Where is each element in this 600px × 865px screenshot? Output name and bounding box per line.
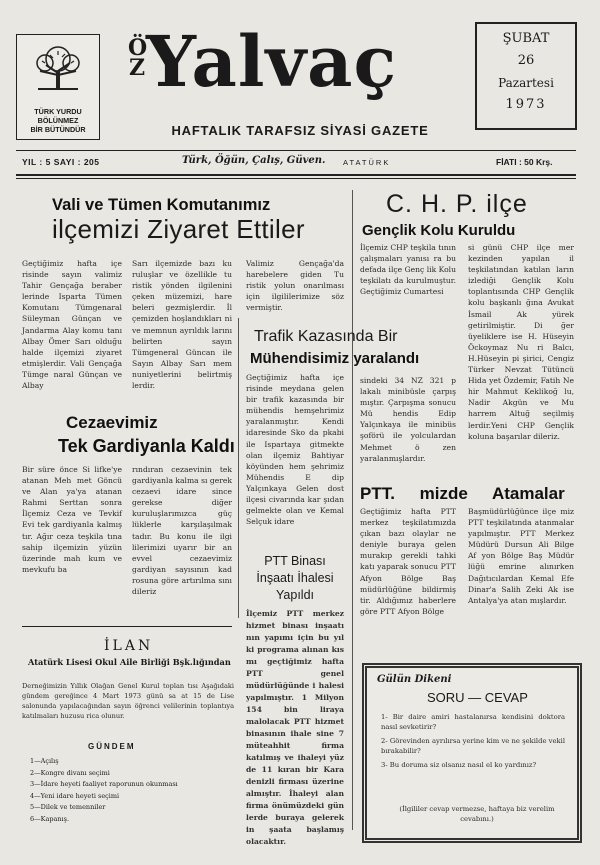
question-item: 3- Bu doruma siz olsanız nasıl el ko yardınız? xyxy=(381,761,537,769)
column-divider xyxy=(238,318,239,618)
price: FİATI : 50 Krş. xyxy=(496,157,553,167)
agenda-item: 3—İdare heyeti faaliyet raporunun okunması xyxy=(30,780,178,788)
newspaper-name: Yalvaç xyxy=(146,20,398,103)
vali-col-1 xyxy=(22,258,122,391)
ptt-bina-headline xyxy=(246,553,344,604)
emblem-caption-line: BİR BÜTÜNDÜR xyxy=(30,125,86,134)
emblem-caption xyxy=(17,107,99,134)
emblem-caption-line: BÖLÜNMEZ xyxy=(37,116,79,125)
soru-cevap-box xyxy=(362,663,582,843)
vali-text: Geçtiğimiz hafta içe risinde sayın valimiz Tahir Gençağa beraber lerinde Isparta Tümen Komutanı Tümgenaral Süleyman Günçan ve Jandarma Alay komu tanı Albay Ömer Sarı olduğu halde ilçemizi ziyaret etmişlerdir. Vali Gençağa Tümge naral Günçan ve Albay xyxy=(22,259,122,391)
ptt-bina-headline-line: Yapıldı xyxy=(276,588,314,602)
ilan-subtitle: Atatürk Lisesi Okul Aile Birliği Bşk.lığından xyxy=(28,657,231,667)
newspaper-subtitle: HAFTALIK TARAFSIZ SİYASİ GAZETE xyxy=(171,123,429,138)
soru-cevap-title: SORU — CEVAP xyxy=(427,690,528,705)
cezaevi-text: rındıran cezaevinin tek gardiyanla kalma sı gerek cezaevi idare since gerekse diğer kuruluşlarımızca güç lüklerle karşılaşılmak tadır. Bu konu ile ilgi lilerimizi uyarır bir an evvel cezaevimiz gardiyan sayısının kad rosuna göre artırılma sını dileriz xyxy=(132,465,232,597)
ilan-body xyxy=(22,681,234,721)
emblem-caption-line: TÜRK YURDU xyxy=(34,107,82,116)
chp-headline-1: C. H. P. ilçe xyxy=(386,190,528,218)
trafik-text: Geçtiğimiz hafta içe risinde meydana gelen bir trafik kazasında bir mühendis hemşehrimiz yaralanmıştır. Kendi idaresinde Sko da pkabi ile Ispartaya gitmekte olan ilçemiz Bahtiyar köyünden hem şehrimiz Mühendis E dip Yalçınkaya Gelen dost ilçesi civarında kar şıdan gelmekte olan ve Kemal Selçuk idare xyxy=(246,373,344,527)
agenda-list xyxy=(30,756,178,825)
gulun-dikeni-label: Gülün Dikeni xyxy=(377,674,452,685)
ptt-atama-headline: PTT. mizde Atamalar xyxy=(360,484,565,503)
motto: Türk, Öğün, Çalış, Güven. xyxy=(182,155,326,166)
trafik-headline-1: Trafik Kazasında Bir xyxy=(254,328,398,345)
cezaevi-col-1 xyxy=(22,464,122,575)
chp-headline-2: Gençlik Kolu Kuruldu xyxy=(362,222,516,239)
year-issue: YIL : 5 SAYI : 205 xyxy=(22,157,100,167)
cezaevi-headline-2: Tek Gardiyanla Kaldı xyxy=(58,436,235,456)
ptt-bina-text: İlçemiz PTT merkez hizmet binası inşaatı nın yapımı için bu yıl ki programa alınan kıs mı geçtiğimiz hafta PTT genel müdürlüğünde i halesi yapılmıştır. 1 Milyon 154 bin liraya malolacak PTT hizmet binasının ihale sine 7 müteahhit firma katılmış ve ihaleyi yüz de 11 kıran bir Kara denizli firması üzerine almıştır. İhaleyi alan firma önümüzdeki gün lerde buraya gelerek in şaata başlamış olacaktır. xyxy=(246,609,344,846)
vali-text: Sarı ilçemizde bazı ku ruluşlar ve özellikle tu ristik yönden ilgilenini çeken müzemizi, hare beleri gezmişlerdir. İl çemizden hoşlandıkları ni ve memnun ayrıldık larını belirten sayın Tümgeneral Güncan ile Sayın Albay Sarı mem nuniyetlerini belirtmiş lerdir. xyxy=(132,259,232,391)
chp-col-2 xyxy=(468,242,574,442)
title-prefix: ÖZ xyxy=(128,35,148,81)
ilan-rule xyxy=(22,626,232,627)
ptt-bina-body xyxy=(246,608,344,848)
vali-text: Valimiz Gençağa'da harebelere giden Tu ristik yolun onarılması için ilgililerimize söz vermiştir. xyxy=(246,259,344,313)
agenda-item: 5—Dilek ve temenniler xyxy=(30,803,106,811)
vali-headline-1: Vali ve Tümen Komutanımız xyxy=(52,196,271,214)
date-weekday: Pazartesi xyxy=(498,76,554,90)
masthead-title xyxy=(124,18,464,118)
chp-col-1 xyxy=(360,242,456,297)
question-item: 2- Görevinden ayrılırsa yerine kim ve ne şekilde vekil bırakabilir? xyxy=(381,737,565,755)
ptt-atama-text: Geçtiğimiz hafta PTT merkez teşkilatımızda çıkan bazı olaylar ne deniyle buraya gelen murakıp gerekli tahki katı yaparak sonucu PTT Afyon Bölge Baş müdürlüğüne bildirmiş tir. Aldığımız haberlere göre PTT Afyon Bölge xyxy=(360,507,456,616)
info-rule xyxy=(16,174,576,176)
ilan-text: Derneğimizin Yıllık Olağan Genel Kurul toplan tısı Aşağıdaki gündem gereğince 4 Mart 1973 günü sa at 15 de Lise salonunda yapılacağından sayın öğrenci velilerinin toplantıya katılmaları huzusu rica olunur. xyxy=(22,682,234,720)
column-divider xyxy=(352,190,353,830)
cezaevi-col-2 xyxy=(132,464,232,597)
tree-emblem-icon xyxy=(28,41,88,93)
agenda-item: 4—Yeni idare heyeti seçimi xyxy=(30,791,120,800)
trafik-headline-2: Mühendisimiz yaralandı xyxy=(250,350,420,367)
date-day: 26 xyxy=(517,53,535,68)
emblem-box xyxy=(16,34,100,140)
ptt-atama-text: Başmüdürlüğünce ilçe miz PTT teşkilatında atanmalar yapılmıştır. PTT Merkez Müdürü Dursun Ali Bilge Af yon Bölge Baş Müdür lüğü emrine alınırken Dağıtıcılardan Kemal Efe Dinar'a Salih Zeki Ak ise Antalya'ya atan mışlardır. xyxy=(468,507,574,605)
agenda-title: GÜNDEM xyxy=(88,742,136,751)
vali-headline-2: ilçemizi Ziyaret Ettiler xyxy=(52,214,305,244)
info-rule-thin xyxy=(16,178,576,179)
trafik-col-1 xyxy=(246,372,344,527)
cezaevi-headline-1: Cezaevimiz xyxy=(66,413,158,432)
date-year: 1973 xyxy=(505,97,547,112)
question-item: 1- Bir daire amiri hastalanırsa kendisini doktora nasıl sevketirir? xyxy=(381,713,565,731)
top-rule xyxy=(16,150,576,151)
soru-cevap-items xyxy=(381,712,565,770)
date-month: ŞUBAT xyxy=(502,31,550,46)
ptt-bina-headline-line: İnşaatı İhalesi xyxy=(256,571,334,585)
agenda-item: 2—Kongre divanı seçimi xyxy=(30,768,110,777)
ptt-atama-col-1 xyxy=(360,506,456,617)
trafik-text: sindeki 34 NZ 321 p lakalı minibüsle çarpış mıştır. Çarpışma sonucu Mü hendis Edip Yalçınkaya ile minibüs şoförü ile yolculardan Mehmet ö zen yaralanmışlardır. xyxy=(360,376,456,463)
agenda-item: 1—Açılış xyxy=(30,757,59,765)
ilan-title: İLAN xyxy=(104,638,154,654)
agenda-item: 6—Kapanış. xyxy=(30,814,70,823)
date-box xyxy=(475,22,577,130)
motto-author: ATATÜRK xyxy=(343,158,391,167)
chp-text: si günü CHP ilçe mer kezinden yapılan il teşkilatından katılan ların izlediği Gençlik Kolu toplantısında CHP Gençlik kolu başkanlı ğına Avukat İsmail Ak yürek getirilmiştir. Di ğer üyeliklere ise H. Hüseyin Öckoymaz Nu ri Balcı, H.Hüseyin pi şirici, Cengiz Türker Nevzat Tütüncü Hida yet Özdemir, Fatih Ne hir Mahmut Keklikoğ lu, Nadir Akgün ve Mu harrem Altuğ seçilmiş lerdir.Yeni CHP Gençlik koluna başarılar dileriz. xyxy=(468,243,574,441)
soru-cevap-footer: (İlgililer cevap vermezse, haftaya biz verelim cevabını.) xyxy=(399,805,555,823)
cezaevi-text: Bir süre önce Si lifke'ye atanan Meh met Göncü ve Alan ya'ya atanan Rahmi Serttan sonra İlçemiz Ceza ve Tevkif Evi tek gardiyanla kalmış tır. Ağır ceza teşkila tına sahip ilçemizin yüzün üzerinde mah kum ve mevkufu ba xyxy=(22,465,122,574)
vali-col-3 xyxy=(246,258,344,313)
vali-col-2 xyxy=(132,258,232,391)
trafik-col-2 xyxy=(360,375,456,464)
chp-text: İlçemiz CHP teşkila tının çalışmaları yanısı ra bu defada ilçe Genç lik Kolu teşkilatı da kurulmuştur. Geçtiğimiz Cumartesi xyxy=(360,243,456,297)
ptt-bina-headline-line: PTT Binası xyxy=(264,554,326,568)
ptt-atama-col-2 xyxy=(468,506,574,606)
